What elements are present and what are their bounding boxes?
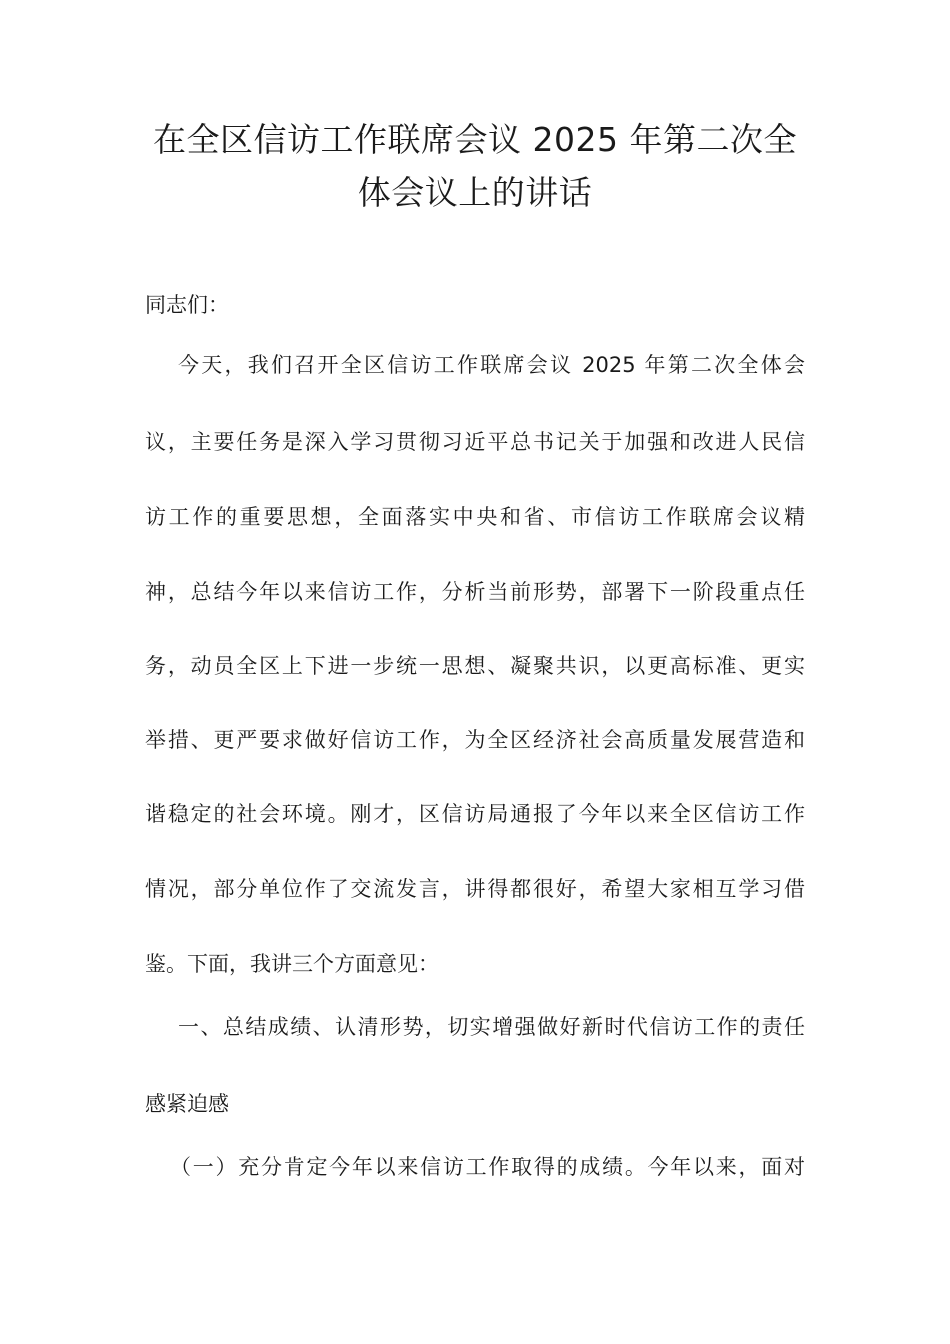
- paragraph-1-line-7: 谐稳定的社会环境。刚才，区信访局通报了今年以来全区信访工作: [145, 802, 805, 826]
- paragraph-1-line-1: 今天，我们召开全区信访工作联席会议 2025 年第二次全体会: [178, 353, 805, 377]
- paragraph-1-line-8: 情况，部分单位作了交流发言，讲得都很好，希望大家相互学习借: [145, 877, 805, 901]
- heading-1-line-1: 一、总结成绩、认清形势，切实增强做好新时代信访工作的责任: [178, 1015, 805, 1039]
- salutation: 同志们：: [145, 293, 229, 317]
- document-title-line-2: 体会议上的讲话: [357, 173, 593, 212]
- paragraph-1-line-2: 议，主要任务是深入学习贯彻习近平总书记关于加强和改进人民信: [145, 430, 805, 454]
- paragraph-1-line-5: 务，动员全区上下进一步统一思想、凝聚共识，以更高标准、更实: [145, 654, 805, 678]
- document-title-line-1: 在全区信访工作联席会议 2025 年第二次全: [153, 120, 797, 159]
- heading-1-line-2: 感紧迫感: [145, 1092, 229, 1116]
- paragraph-1-line-3: 访工作的重要思想，全面落实中央和省、市信访工作联席会议精: [145, 505, 805, 529]
- paragraph-1-line-4: 神，总结今年以来信访工作，分析当前形势，部署下一阶段重点任: [145, 580, 805, 604]
- subheading-1-line-1: （一）充分肯定今年以来信访工作取得的成绩。今年以来，面对: [170, 1155, 805, 1179]
- paragraph-1-line-6: 举措、更严要求做好信访工作，为全区经济社会高质量发展营造和: [145, 728, 805, 752]
- paragraph-1-line-9: 鉴。下面，我讲三个方面意见：: [145, 952, 439, 976]
